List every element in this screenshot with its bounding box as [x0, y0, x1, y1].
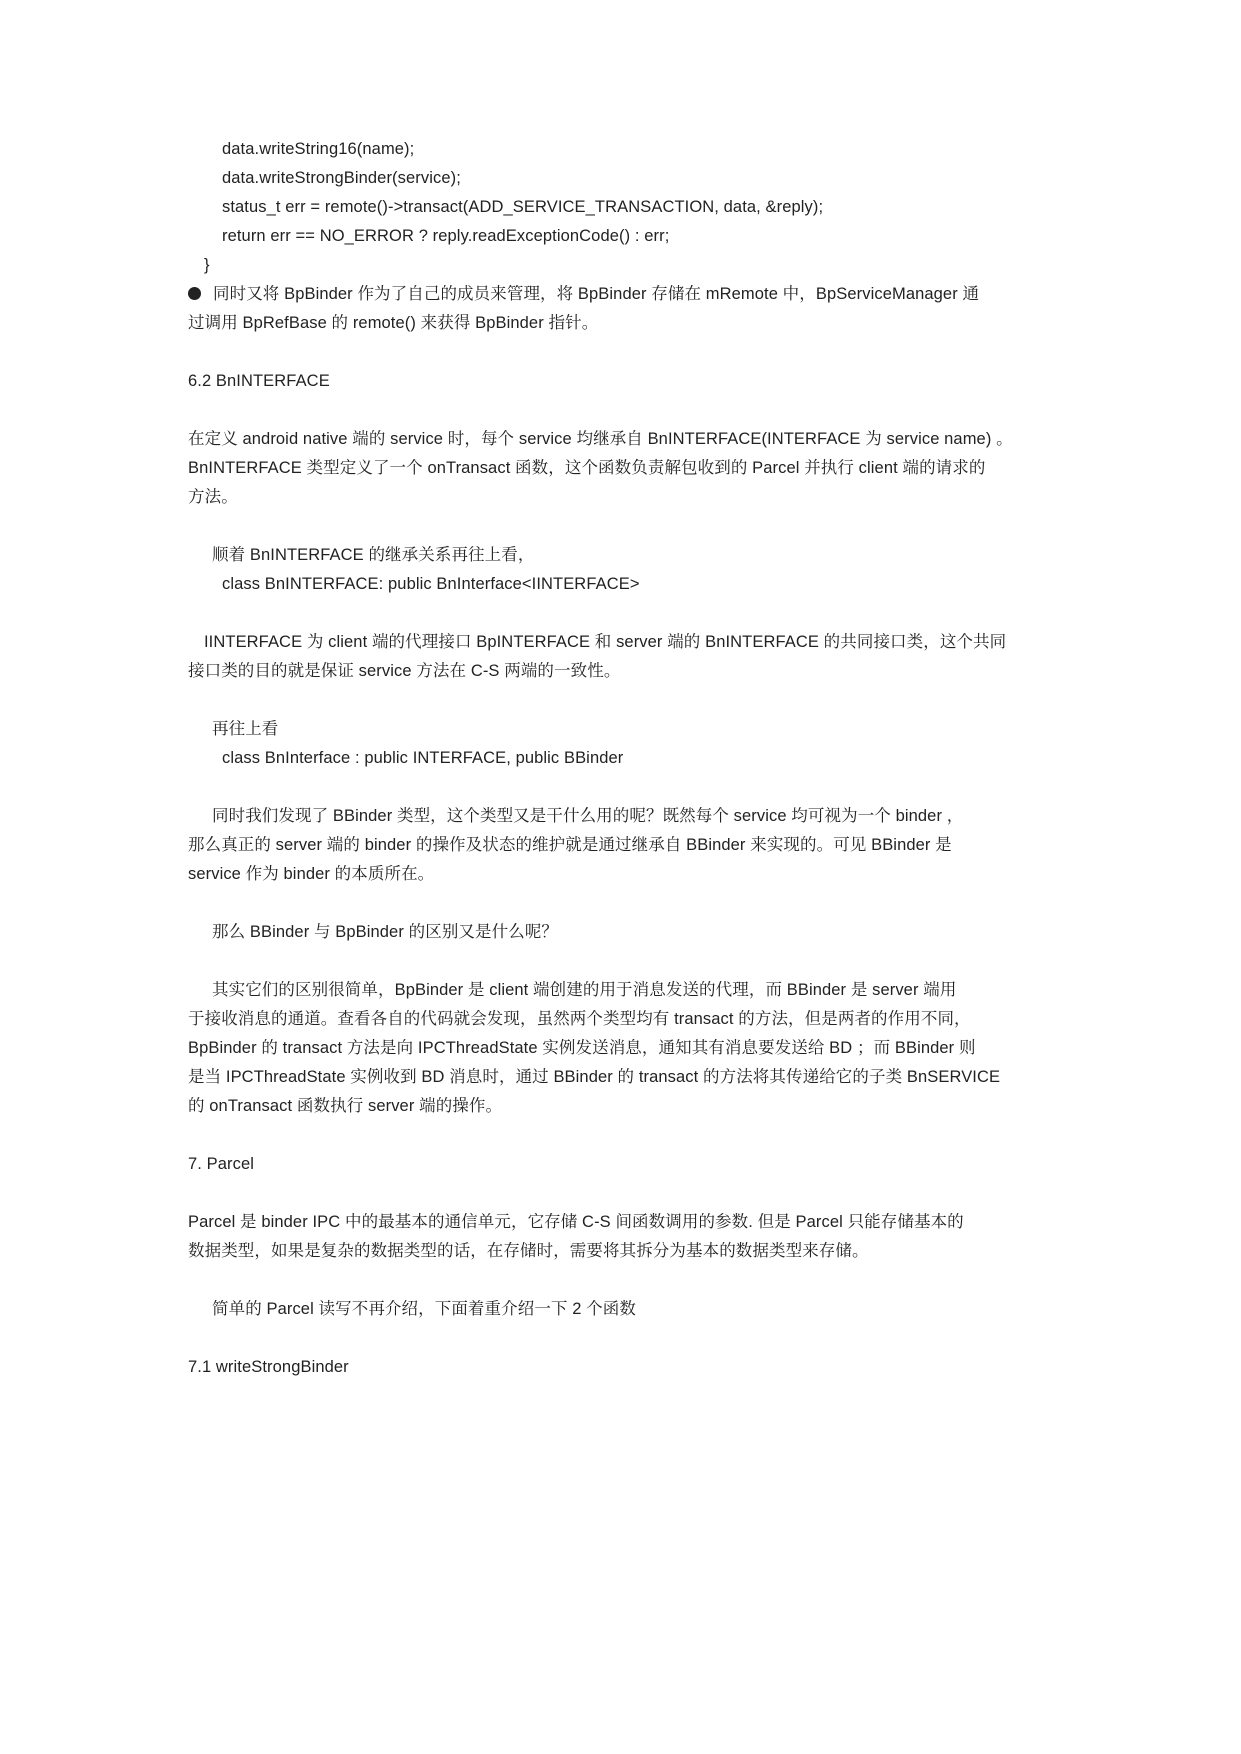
- bullet-paragraph-line: 同时又将 BpBinder 作为了自己的成员来管理，将 BpBinder 存储在 mRemote 中，BpServiceManager 通: [188, 283, 1058, 305]
- paragraph-line: Parcel 是 binder IPC 中的最基本的通信单元，它存储 C-S 间函数调用的参数. 但是 Parcel 只能存储基本的: [188, 1213, 964, 1231]
- section-heading: 7.1 writeStrongBinder: [188, 1358, 349, 1376]
- paragraph-line: IINTERFACE 为 client 端的代理接口 BpINTERFACE 和 server 端的 BnINTERFACE 的共同接口类，这个共同: [204, 633, 1007, 651]
- bullet-icon: [188, 287, 201, 300]
- code-line: return err == NO_ERROR ? reply.readExceptionCode() : err;: [222, 227, 670, 245]
- code-line: class BnINTERFACE: public BnInterface<IINTERFACE>: [222, 575, 640, 593]
- paragraph-line: service 作为 binder 的本质所在。: [188, 865, 435, 883]
- paragraph-line: 方法。: [188, 488, 238, 506]
- code-line: class BnInterface : public INTERFACE, public BBinder: [222, 749, 624, 767]
- section-heading: 6.2 BnINTERFACE: [188, 372, 330, 390]
- paragraph-line: 同时我们发现了 BBinder 类型，这个类型又是干什么用的呢？既然每个 service 均可视为一个 binder ，: [212, 807, 964, 825]
- paragraph-line: 顺着 BnINTERFACE 的继承关系再往上看，: [212, 546, 535, 564]
- paragraph-line: 是当 IPCThreadState 实例收到 BD 消息时，通过 BBinder 的 transact 的方法将其传递给它的子类 BnSERVICE: [188, 1068, 1001, 1086]
- code-line: data.writeStrongBinder(service);: [222, 169, 461, 187]
- code-line: status_t err = remote()->transact(ADD_SERVICE_TRANSACTION, data, &reply);: [222, 198, 824, 216]
- code-line: }: [204, 256, 210, 274]
- paragraph-line: 那么真正的 server 端的 binder 的操作及状态的维护就是通过继承自 BBinder 来实现的。可见 BBinder 是: [188, 836, 952, 854]
- paragraph-line: 接口类的目的就是保证 service 方法在 C-S 两端的一致性。: [188, 662, 621, 680]
- paragraph-line: 于接收消息的通道。查看各自的代码就会发现，虽然两个类型均有 transact 的方法，但是两者的作用不同，: [188, 1010, 971, 1028]
- code-line: data.writeString16(name);: [222, 140, 415, 158]
- section-heading: 7. Parcel: [188, 1155, 255, 1173]
- paragraph-line: 的 onTransact 函数执行 server 端的操作。: [188, 1097, 503, 1115]
- paragraph-line: 数据类型，如果是复杂的数据类型的话，在存储时，需要将其拆分为基本的数据类型来存储。: [188, 1242, 869, 1260]
- bullet-paragraph-line: 过调用 BpRefBase 的 remote() 来获得 BpBinder 指针。: [188, 314, 599, 332]
- paragraph-line: 其实它们的区别很简单，BpBinder 是 client 端创建的用于消息发送的代理，而 BBinder 是 server 端用: [212, 981, 957, 999]
- paragraph-line: 在定义 android native 端的 service 时，每个 service 均继承自 BnINTERFACE(INTERFACE 为 service name) 。: [188, 430, 1013, 448]
- paragraph-line: 简单的 Parcel 读写不再介绍，下面着重介绍一下 2 个函数: [212, 1300, 636, 1318]
- paragraph-line: 再往上看: [212, 720, 279, 738]
- paragraph-line: BpBinder 的 transact 方法是向 IPCThreadState 实例发送消息，通知其有消息要发送给 BD ；而 BBinder 则: [188, 1039, 976, 1057]
- paragraph-line: BnINTERFACE 类型定义了一个 onTransact 函数，这个函数负责解包收到的 Parcel 并执行 client 端的请求的: [188, 459, 986, 477]
- paragraph-line: 那么 BBinder 与 BpBinder 的区别又是什么呢？: [212, 923, 559, 941]
